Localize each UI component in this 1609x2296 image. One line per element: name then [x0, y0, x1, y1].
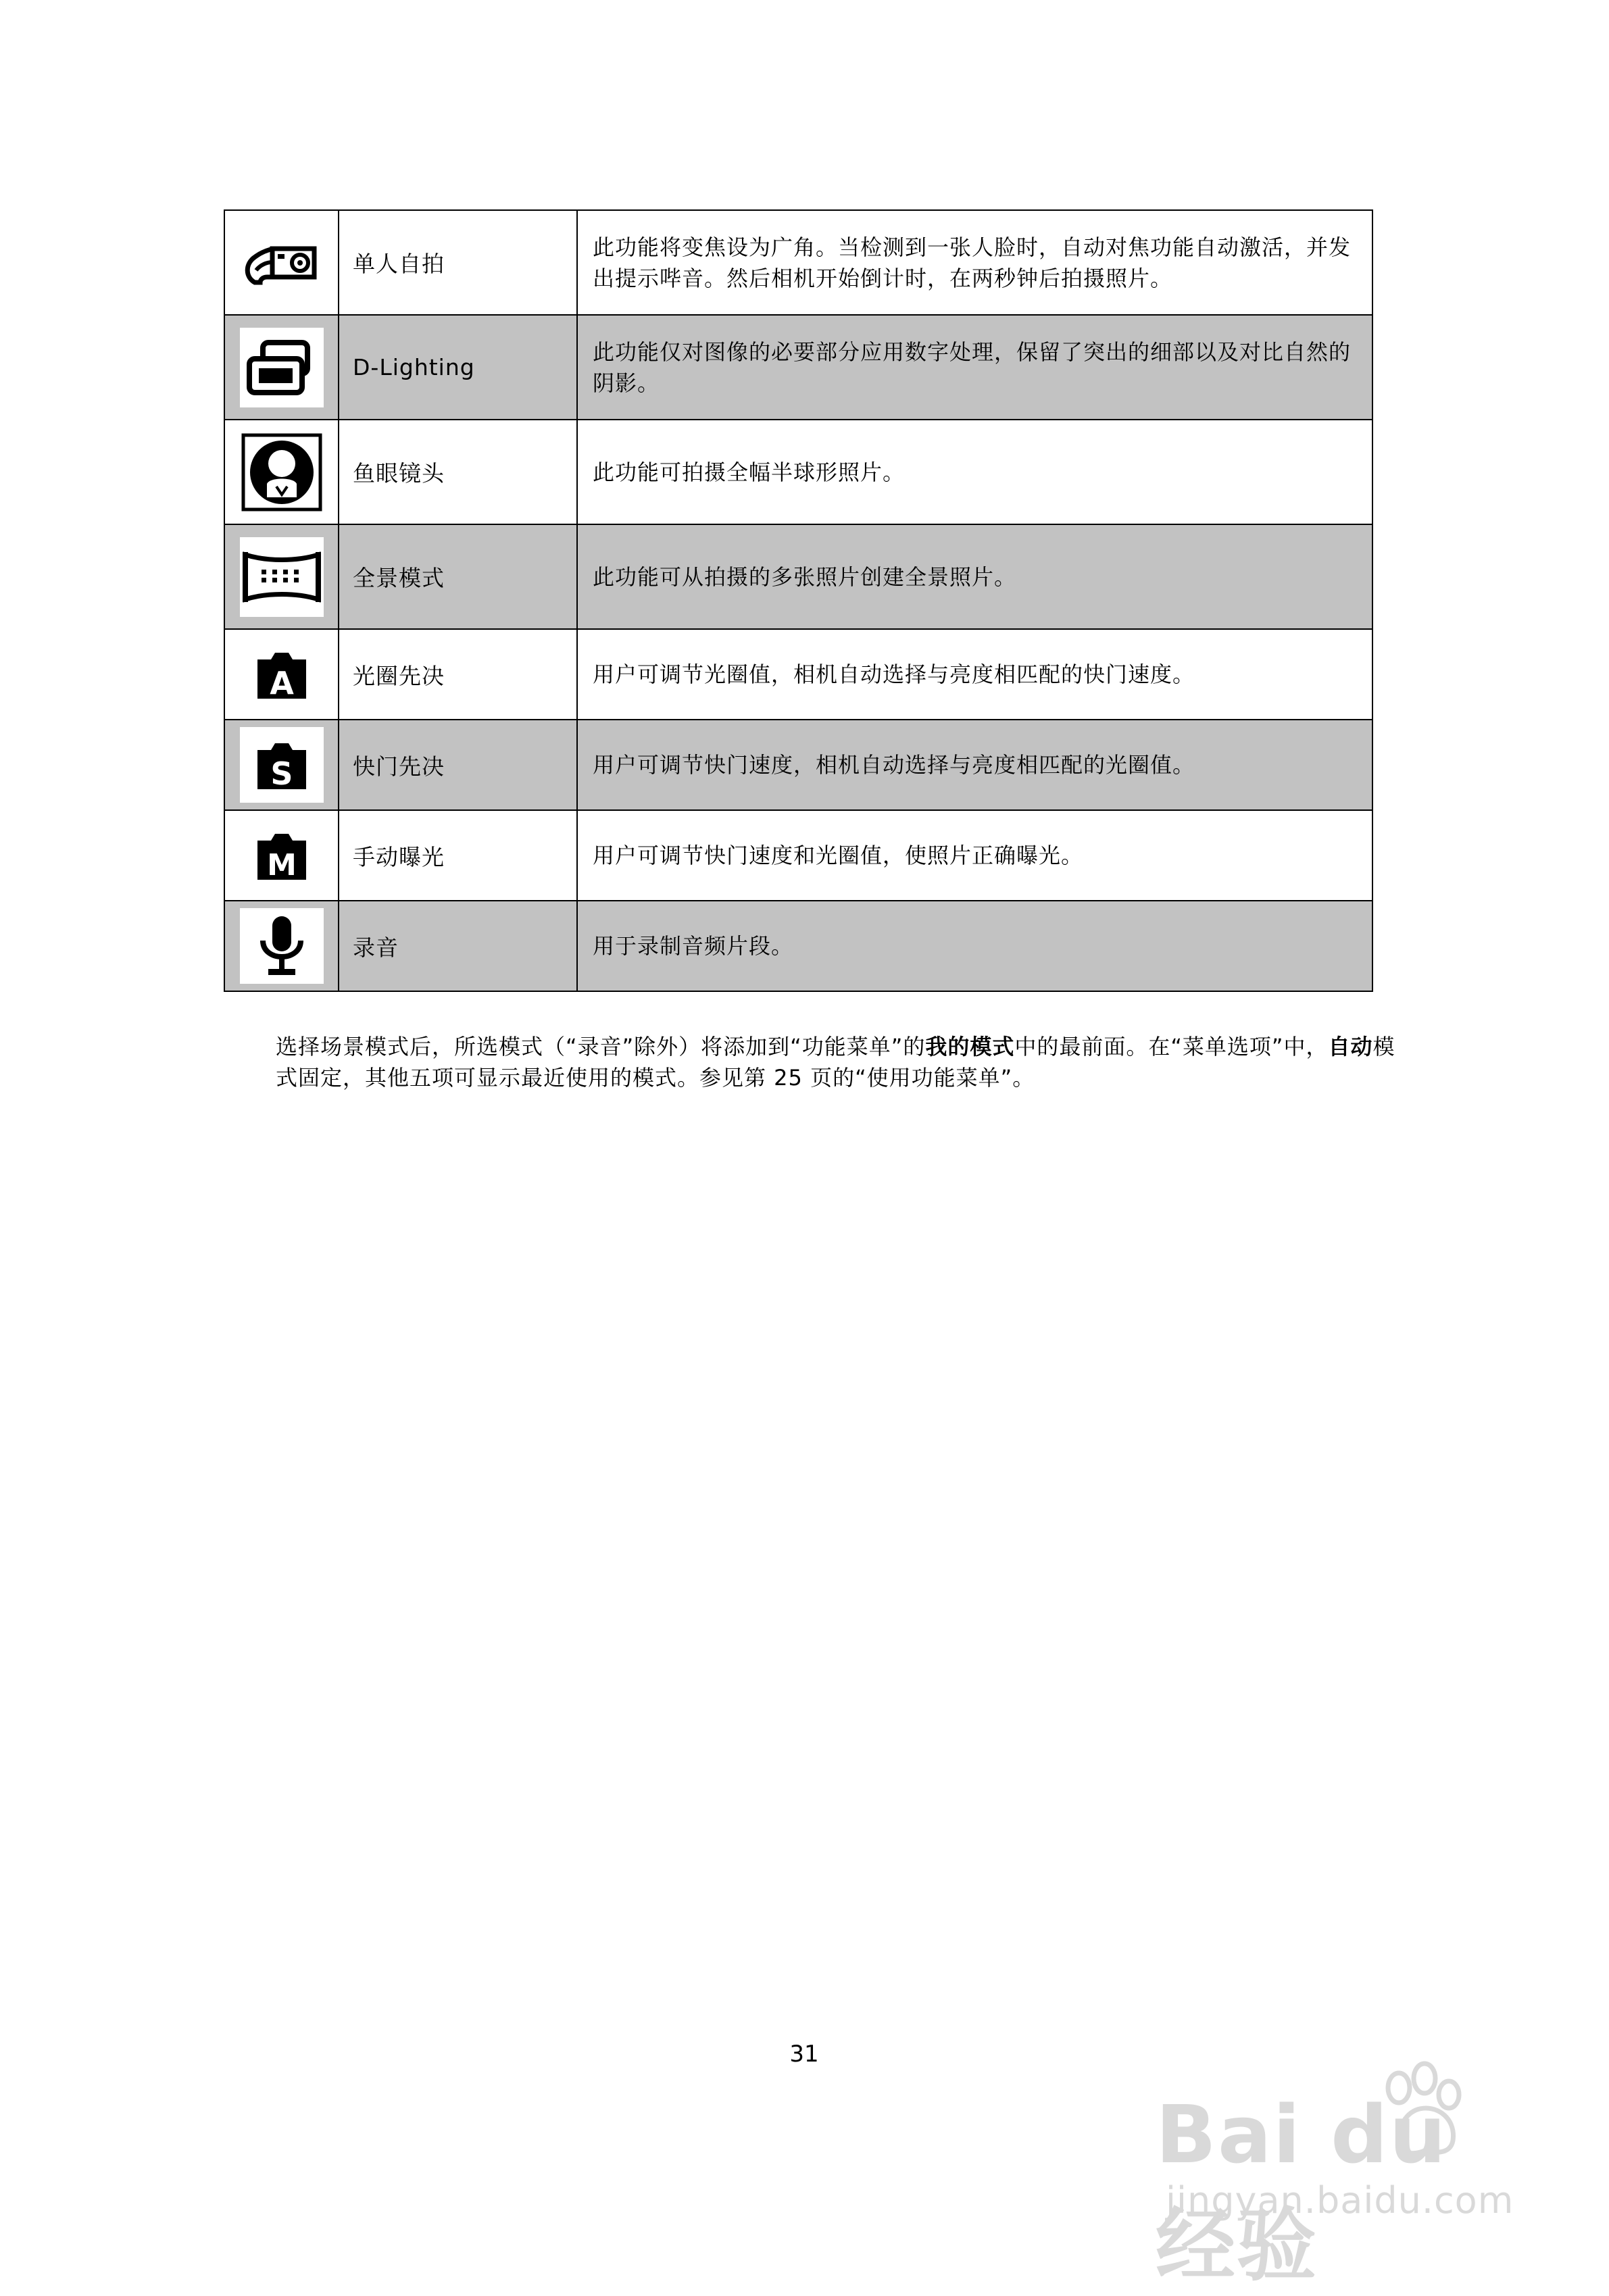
mode-description: 用户可调节快门速度和光圈值，使照片正确曝光。	[577, 810, 1372, 901]
manual-exposure-icon	[240, 818, 324, 893]
table-row	[224, 315, 1372, 420]
table-row	[224, 210, 1372, 315]
shutter-letter: S	[270, 755, 293, 792]
table-row	[224, 720, 1372, 810]
voice-recording-icon	[240, 908, 324, 984]
mode-description: 用于录制音频片段。	[577, 901, 1372, 991]
page-number: 31	[789, 2041, 819, 2068]
mode-description: 此功能可拍摄全幅半球形照片。	[577, 420, 1372, 524]
table-row	[224, 524, 1372, 629]
mode-description: 用户可调节光圈值，相机自动选择与亮度相匹配的快门速度。	[577, 629, 1372, 720]
shutter-priority-icon	[240, 727, 324, 803]
mode-name: 全景模式	[339, 524, 577, 629]
table-row	[224, 629, 1372, 720]
d-lighting-icon	[240, 328, 324, 407]
mode-name: 鱼眼镜头	[339, 420, 577, 524]
table-row	[224, 810, 1372, 901]
mode-name: D-Lighting	[339, 315, 577, 420]
mode-description: 此功能仅对图像的必要部分应用数字处理，保留了突出的细部以及对比自然的阴影。	[577, 315, 1372, 420]
aperture-letter: A	[269, 665, 294, 701]
mode-description: 此功能可从拍摄的多张照片创建全景照片。	[577, 524, 1372, 629]
aperture-priority-icon	[240, 637, 324, 712]
mode-name: 手动曝光	[339, 810, 577, 901]
scene-mode-table	[224, 209, 1373, 992]
scene-mode-note: 选择场景模式后，所选模式（“录音”除外）将添加到“功能菜单”的我的模式中的最前面。在“菜单选项”中，自动模式固定，其他五项可显示最近使用的模式。参见第 25 页的“使用功能菜单”。	[276, 1034, 1395, 1091]
mode-name: 录音	[339, 901, 577, 991]
watermark-logo: Bai du 经验	[1156, 2088, 1447, 2292]
fisheye-lens-icon	[240, 432, 324, 512]
mode-name: 快门先决	[339, 720, 577, 810]
panorama-icon	[240, 537, 324, 617]
baidu-jingyan-watermark	[1149, 2061, 1554, 2292]
table-row	[224, 420, 1372, 524]
mode-name: 光圈先决	[339, 629, 577, 720]
mode-description: 用户可调节快门速度，相机自动选择与亮度相匹配的光圈值。	[577, 720, 1372, 810]
table-row	[224, 901, 1372, 991]
self-portrait-icon	[240, 223, 324, 303]
manual-letter: M	[266, 848, 297, 882]
watermark-url: jingyan.baidu.com	[1166, 2179, 1514, 2222]
mode-description: 此功能将变焦设为广角。当检测到一张人脸时，自动对焦功能自动激活，并发出提示哔音。然后相机开始倒计时，在两秒钟后拍摄照片。	[577, 210, 1372, 315]
mode-name: 单人自拍	[339, 210, 577, 315]
